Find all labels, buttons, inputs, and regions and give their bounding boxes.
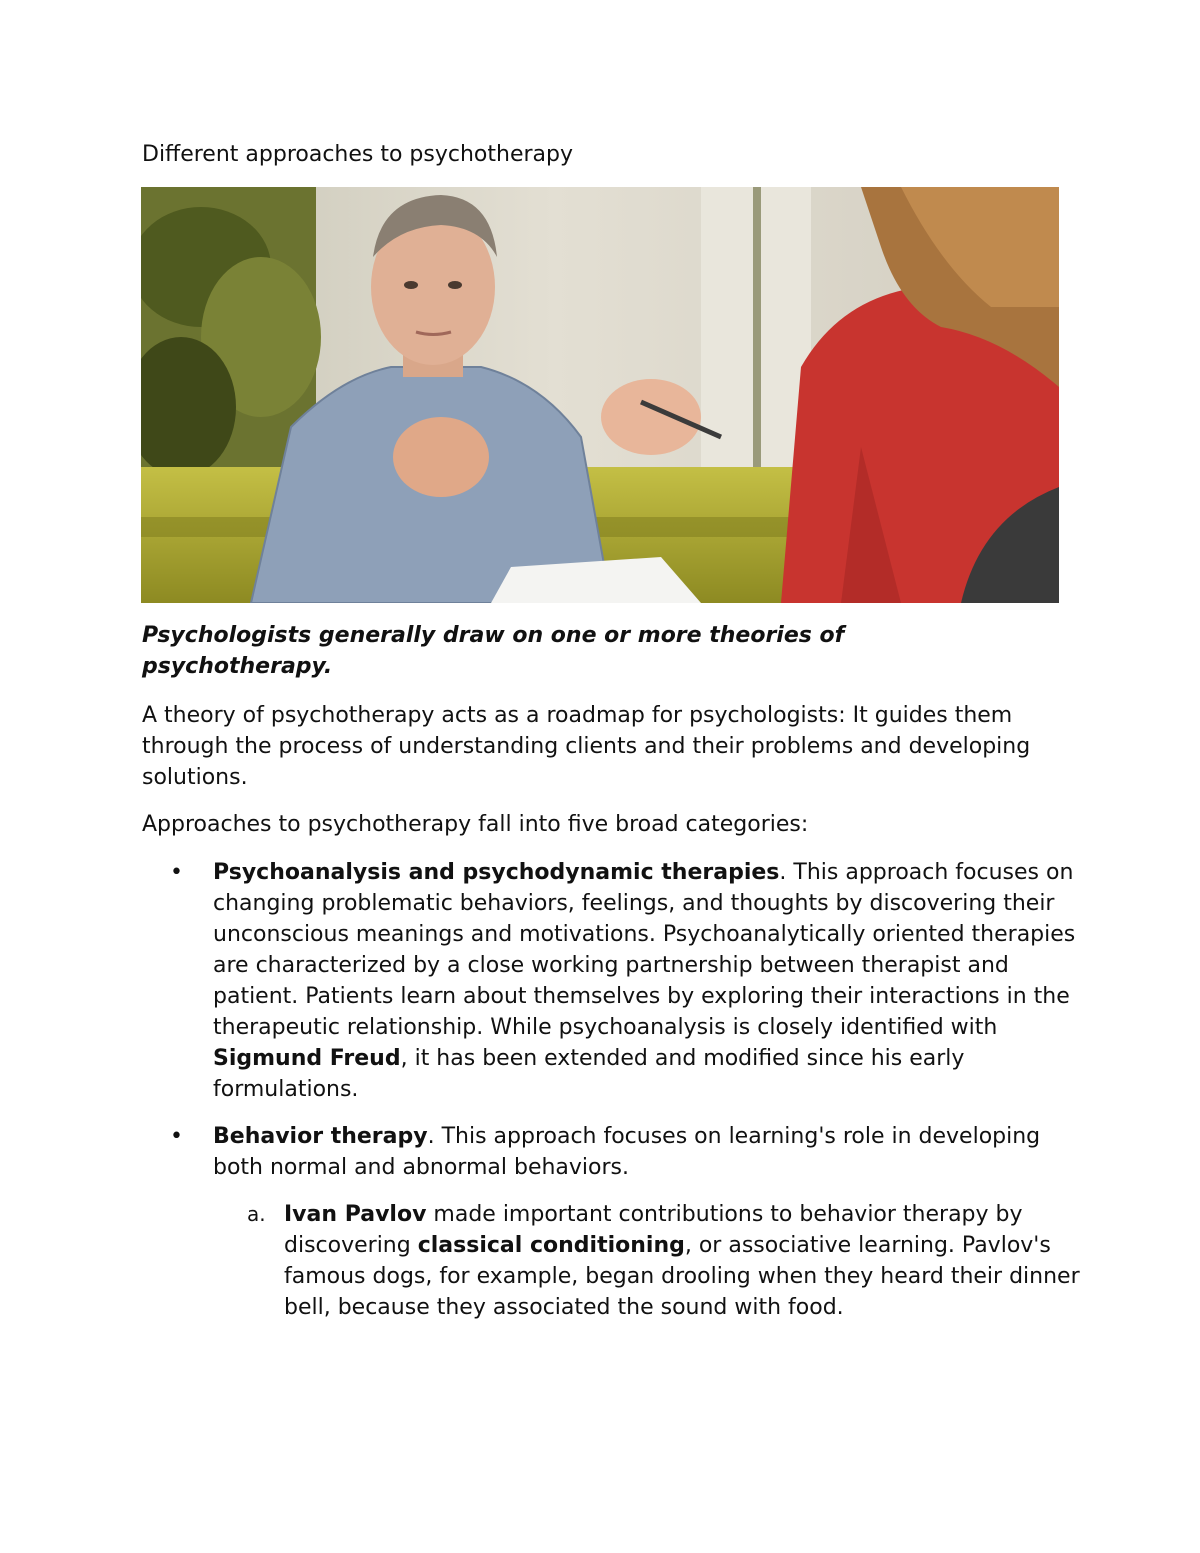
approaches-list bbox=[142, 857, 1082, 1323]
document-subtitle: Psychologists generally draw on one or more theories of psychotherapy. bbox=[142, 623, 845, 679]
sub-item-term: Ivan Pavlov bbox=[284, 1202, 427, 1227]
therapy-session-photo-icon bbox=[141, 187, 1059, 603]
bullet-icon: • bbox=[170, 860, 183, 885]
item-term: Psychoanalysis and psychodynamic therapies bbox=[213, 860, 780, 885]
categories-intro-paragraph: Approaches to psychotherapy fall into five broad categories: bbox=[142, 812, 809, 837]
list-item bbox=[142, 857, 1082, 1105]
intro-paragraph: A theory of psychotherapy acts as a roadmap for psychologists: It guides them through the process of understanding clients and their problems and developing solutions. bbox=[142, 703, 1031, 790]
document-title: Different approaches to psychotherapy bbox=[142, 142, 573, 167]
item-text-end: , it has been extended and modified since his early formulations. bbox=[213, 1046, 965, 1102]
sub-item-text: made important contributions to behavior therapy by discovering bbox=[284, 1202, 1023, 1258]
item-term-secondary: Sigmund Freud bbox=[213, 1046, 401, 1071]
item-text: . This approach focuses on learning's role in developing both normal and abnormal behaviors. bbox=[213, 1124, 1041, 1180]
bullet-icon: • bbox=[170, 1124, 183, 1149]
list-item bbox=[142, 1121, 1082, 1323]
sub-list-item bbox=[213, 1199, 1082, 1323]
sub-list bbox=[213, 1199, 1082, 1323]
sub-list-marker: a. bbox=[247, 1202, 266, 1226]
therapy-session-photo bbox=[141, 187, 1059, 603]
sub-item-text-end: , or associative learning. Pavlov's famous dogs, for example, began drooling when they heard their dinner bell, because they associated the sound with food. bbox=[284, 1233, 1080, 1320]
sub-item-term-secondary: classical conditioning bbox=[417, 1233, 685, 1258]
item-text: . This approach focuses on changing problematic behaviors, feelings, and thoughts by discovering their unconscious meanings and motivations. Psychoanalytically oriented therapies are characterized by a close working partnership between therapist and patient. Patients learn about themselves by exploring their interactions in the therapeutic relationship. While psychoanalysis is closely identified with bbox=[213, 860, 1076, 1040]
item-term: Behavior therapy bbox=[213, 1124, 428, 1149]
